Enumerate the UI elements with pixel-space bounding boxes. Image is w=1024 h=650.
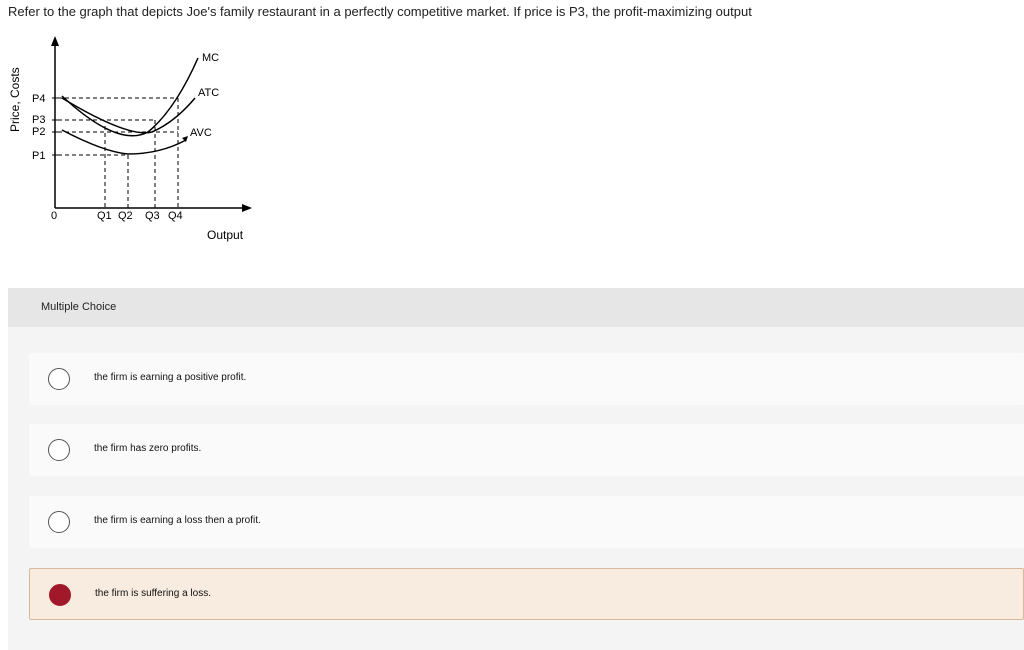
question-text: Refer to the graph that depicts Joe's family restaurant in a perfectly competitive market. If price is P3, the profit-maximizing output <box>8 4 752 19</box>
answer-option-2[interactable] <box>29 424 1024 476</box>
mc-curve <box>62 58 198 136</box>
q2-label: Q2 <box>118 210 133 222</box>
graph-svg <box>0 26 270 256</box>
radio-button-selected[interactable] <box>49 584 71 606</box>
multiple-choice-header <box>8 288 1024 327</box>
answer-option-label: the firm is earning a positive profit. <box>94 372 247 383</box>
avc-label: AVC <box>190 127 212 139</box>
radio-button[interactable] <box>48 368 70 390</box>
multiple-choice-title: Multiple Choice <box>41 301 117 313</box>
p3-label: P3 <box>32 114 46 126</box>
x-axis-label: Output <box>207 228 244 242</box>
radio-button[interactable] <box>48 511 70 533</box>
atc-label: ATC <box>198 87 220 99</box>
answer-option-label: the firm is earning a loss then a profit. <box>94 515 261 526</box>
q4-label: Q4 <box>168 210 183 222</box>
cost-curve-graph <box>0 26 270 256</box>
y-axis-label: Price, Costs <box>8 67 22 132</box>
answer-option-label: the firm has zero profits. <box>94 443 202 454</box>
q3-label: Q3 <box>145 210 160 222</box>
p2-label: P2 <box>32 126 46 138</box>
answer-option-label: the firm is suffering a loss. <box>95 588 211 599</box>
radio-button[interactable] <box>48 439 70 461</box>
mc-label: MC <box>202 52 220 64</box>
multiple-choice-panel <box>8 288 1024 650</box>
answer-option-4[interactable] <box>29 568 1024 620</box>
answer-option-3[interactable] <box>29 496 1024 548</box>
avc-curve <box>62 130 186 154</box>
q1-label: Q1 <box>97 210 112 222</box>
p4-label: P4 <box>32 93 46 105</box>
y-axis-arrow <box>51 36 59 46</box>
p1-label: P1 <box>32 150 46 162</box>
atc-curve <box>62 98 195 133</box>
origin-label: 0 <box>51 210 58 222</box>
x-axis-arrow <box>242 204 252 212</box>
answer-option-1[interactable] <box>29 353 1024 405</box>
